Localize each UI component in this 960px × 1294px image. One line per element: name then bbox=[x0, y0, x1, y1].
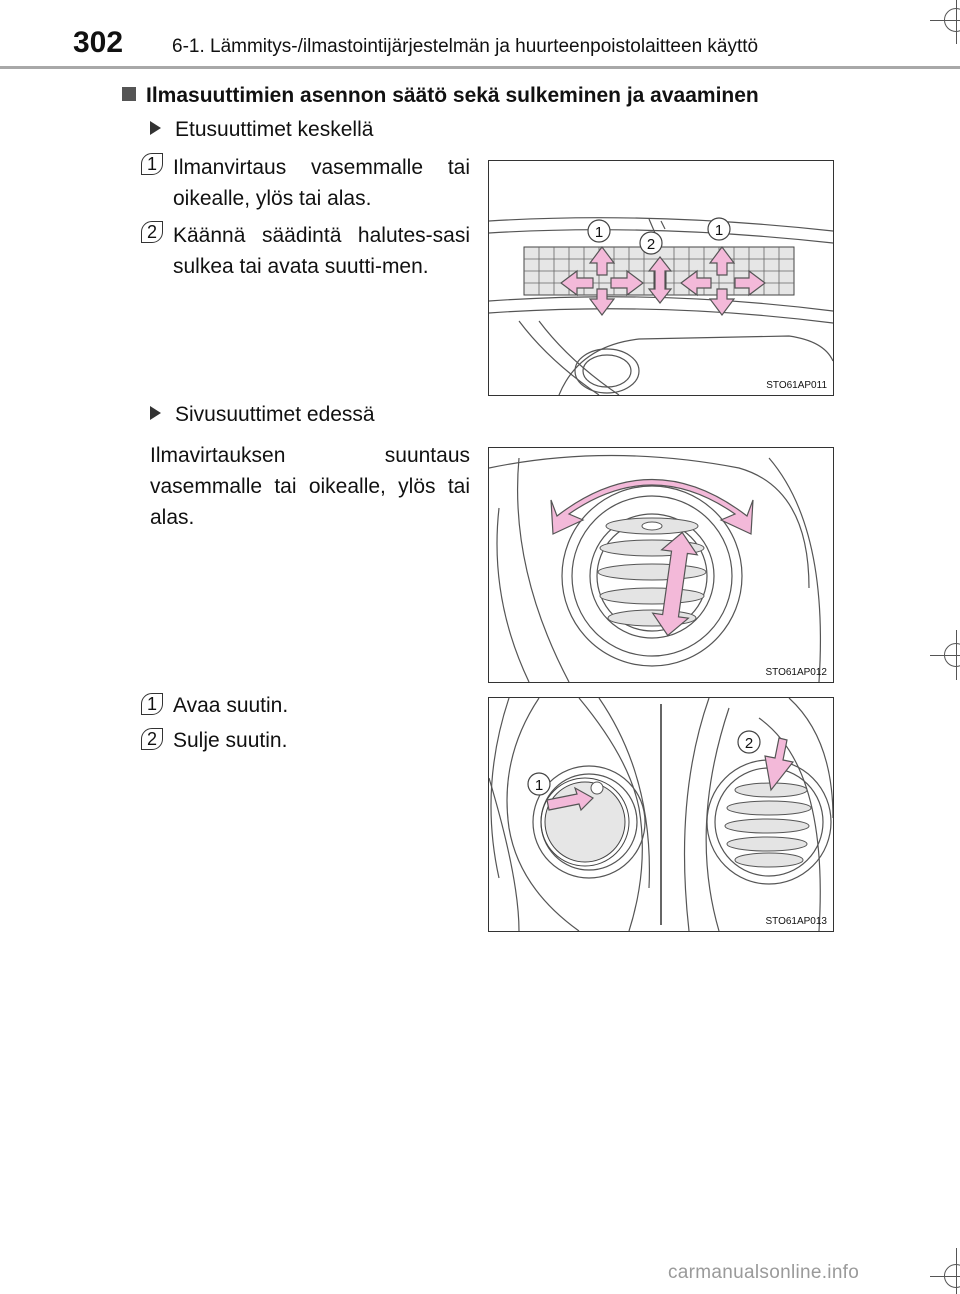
bullet-front-vents bbox=[150, 118, 373, 142]
callout-label: 1 bbox=[714, 222, 724, 239]
chapter-title: 6-1. Lämmitys-/ilmastointijärjestelmän ja huurteenpoistolaitteen käyttö bbox=[172, 36, 759, 57]
callout-label: 2 bbox=[744, 735, 754, 752]
figure-code: STO61AP011 bbox=[766, 380, 827, 391]
figure-code: STO61AP012 bbox=[765, 667, 827, 678]
crop-mark-mid-right bbox=[930, 630, 960, 680]
triangle-bullet-icon bbox=[150, 121, 161, 135]
bullet-side-vents-text: Sivusuuttimet edessä bbox=[175, 403, 375, 426]
page-number: 302 bbox=[73, 26, 124, 59]
side-vent-illustration bbox=[489, 448, 833, 682]
front-vents-illustration bbox=[489, 161, 833, 395]
section-heading-text: Ilmasuuttimien asennon säätö sekä sulkeminen ja avaaminen bbox=[146, 84, 759, 107]
callout-label: 1 bbox=[594, 224, 604, 241]
figure-code: STO61AP013 bbox=[765, 916, 827, 927]
figure-open-close bbox=[488, 697, 834, 932]
figure-side-vents bbox=[488, 447, 834, 683]
callout-label: 1 bbox=[534, 777, 544, 794]
square-bullet-icon bbox=[122, 87, 136, 101]
bullet-front-vents-text: Etusuuttimet keskellä bbox=[175, 118, 374, 141]
step-text: Ilmanvirtaus vasemmalle tai oikealle, ylös tai alas. bbox=[173, 156, 470, 210]
step-number-badge: 2 bbox=[141, 219, 163, 245]
crop-mark-top-right bbox=[930, 0, 960, 44]
figure-front-vents bbox=[488, 160, 834, 396]
step-number-badge: 2 bbox=[141, 726, 163, 752]
step-number-badge: 1 bbox=[141, 691, 163, 717]
open-close-illustration bbox=[489, 698, 833, 931]
callout-label: 2 bbox=[646, 236, 656, 253]
section-heading bbox=[122, 84, 759, 108]
step-text: Avaa suutin. bbox=[173, 694, 289, 717]
step-text: Sulje suutin. bbox=[173, 729, 288, 752]
bullet-side-vents bbox=[150, 403, 375, 427]
step-text: Käännä säädintä halutes-sasi sulkea tai avata suutti-men. bbox=[173, 224, 470, 278]
step-number-badge: 1 bbox=[141, 151, 163, 177]
side-vents-text: Ilmavirtauksen suuntaus vasemmalle tai oikealle, ylös tai alas. bbox=[150, 444, 470, 529]
header-rule bbox=[0, 66, 960, 69]
triangle-bullet-icon bbox=[150, 406, 161, 420]
crop-mark-bottom-right bbox=[930, 1248, 960, 1294]
watermark-link[interactable]: carmanualsonline.info bbox=[668, 1262, 860, 1283]
